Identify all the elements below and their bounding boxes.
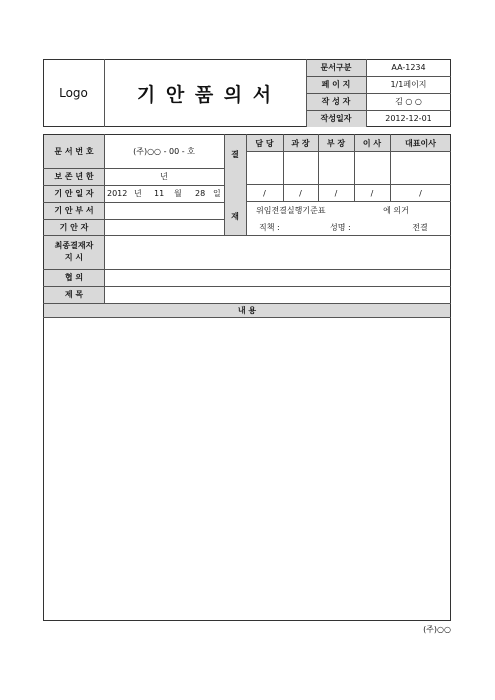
- page-title: 기 안 품 의 서: [136, 83, 274, 106]
- approval-signature-box[interactable]: [283, 152, 318, 184]
- approval-side-label-top: 결: [231, 149, 239, 159]
- approval-date-slash[interactable]: /: [299, 188, 302, 198]
- approval-side-label-bottom: 재: [231, 211, 239, 221]
- final-approver-label: [44, 235, 104, 269]
- meta-label: 작성일자: [320, 114, 352, 123]
- subject-value[interactable]: [104, 286, 450, 303]
- approval-decision-label: 전결: [412, 222, 428, 232]
- doc-number-label: 문 서 번 호: [54, 147, 94, 156]
- draft-month-unit: 월: [174, 189, 182, 198]
- consult-value[interactable]: [104, 269, 450, 286]
- approval-signature-box[interactable]: [354, 152, 390, 184]
- approval-rule-text: 위임전결실행기준표: [256, 205, 326, 215]
- meta-label: 페 이 지: [321, 80, 351, 89]
- approval-signature-box[interactable]: [318, 152, 354, 184]
- logo: Logo: [59, 86, 88, 100]
- approval-date-slash[interactable]: /: [370, 188, 374, 198]
- approval-column-header: 부 장: [326, 138, 346, 148]
- draft-year-unit: 년: [134, 189, 142, 198]
- draft-day-unit: 일: [213, 189, 221, 198]
- retention-label: 보 존 년 한: [54, 172, 94, 181]
- approval-date-slash[interactable]: /: [263, 188, 266, 198]
- draft-date-value[interactable]: [104, 185, 224, 202]
- approval-column-header: 이 사: [362, 138, 382, 148]
- approval-date-slash[interactable]: /: [334, 188, 338, 198]
- meta-value: 김 ○ ○: [395, 97, 422, 106]
- final-approver-label-line1: 최종결재자: [54, 241, 94, 250]
- draft-dept-label: 기 안 부 서: [54, 206, 94, 215]
- doc-number-value[interactable]: (주)○○ - 00 - 호: [133, 147, 195, 156]
- draft-month: 11: [154, 189, 165, 198]
- meta-value: 2012-12-01: [385, 114, 432, 123]
- approval-rule-suffix: 에 의거: [383, 205, 409, 215]
- approval-column-header: 담 당: [255, 138, 274, 148]
- approval-column-header: 대표이사: [405, 138, 436, 148]
- meta-value: AA-1234: [391, 63, 426, 72]
- meta-label: 문서구분: [320, 63, 352, 72]
- final-approver-label-line2: 지 시: [64, 253, 84, 262]
- draft-day: 28: [195, 189, 206, 198]
- meta-label: 작 성 자: [321, 97, 351, 106]
- drafter-label: 기 안 자: [59, 222, 89, 232]
- draft-year: 2012: [107, 189, 128, 198]
- content-area[interactable]: [44, 318, 450, 620]
- approval-signature-box[interactable]: [390, 152, 451, 184]
- approval-column-header: 과 장: [291, 138, 310, 148]
- footer-company: (주)○○: [423, 624, 451, 634]
- retention-value[interactable]: 년: [160, 172, 168, 181]
- approval-name-label: 성명 :: [330, 222, 351, 232]
- consult-label: 협 의: [64, 273, 84, 282]
- subject-label: 제 목: [64, 290, 84, 299]
- final-approver-value[interactable]: [104, 235, 450, 269]
- meta-value: 1/1페이지: [390, 80, 427, 89]
- drafter-value[interactable]: [104, 219, 224, 235]
- approval-date-slash[interactable]: /: [419, 188, 422, 198]
- draft-date-label: 기 안 일 자: [54, 189, 94, 198]
- approval-position-label: 직책 :: [259, 222, 280, 232]
- content-label: 내 용: [237, 305, 257, 315]
- approval-signature-box[interactable]: [246, 152, 283, 184]
- draft-dept-value[interactable]: [104, 202, 224, 219]
